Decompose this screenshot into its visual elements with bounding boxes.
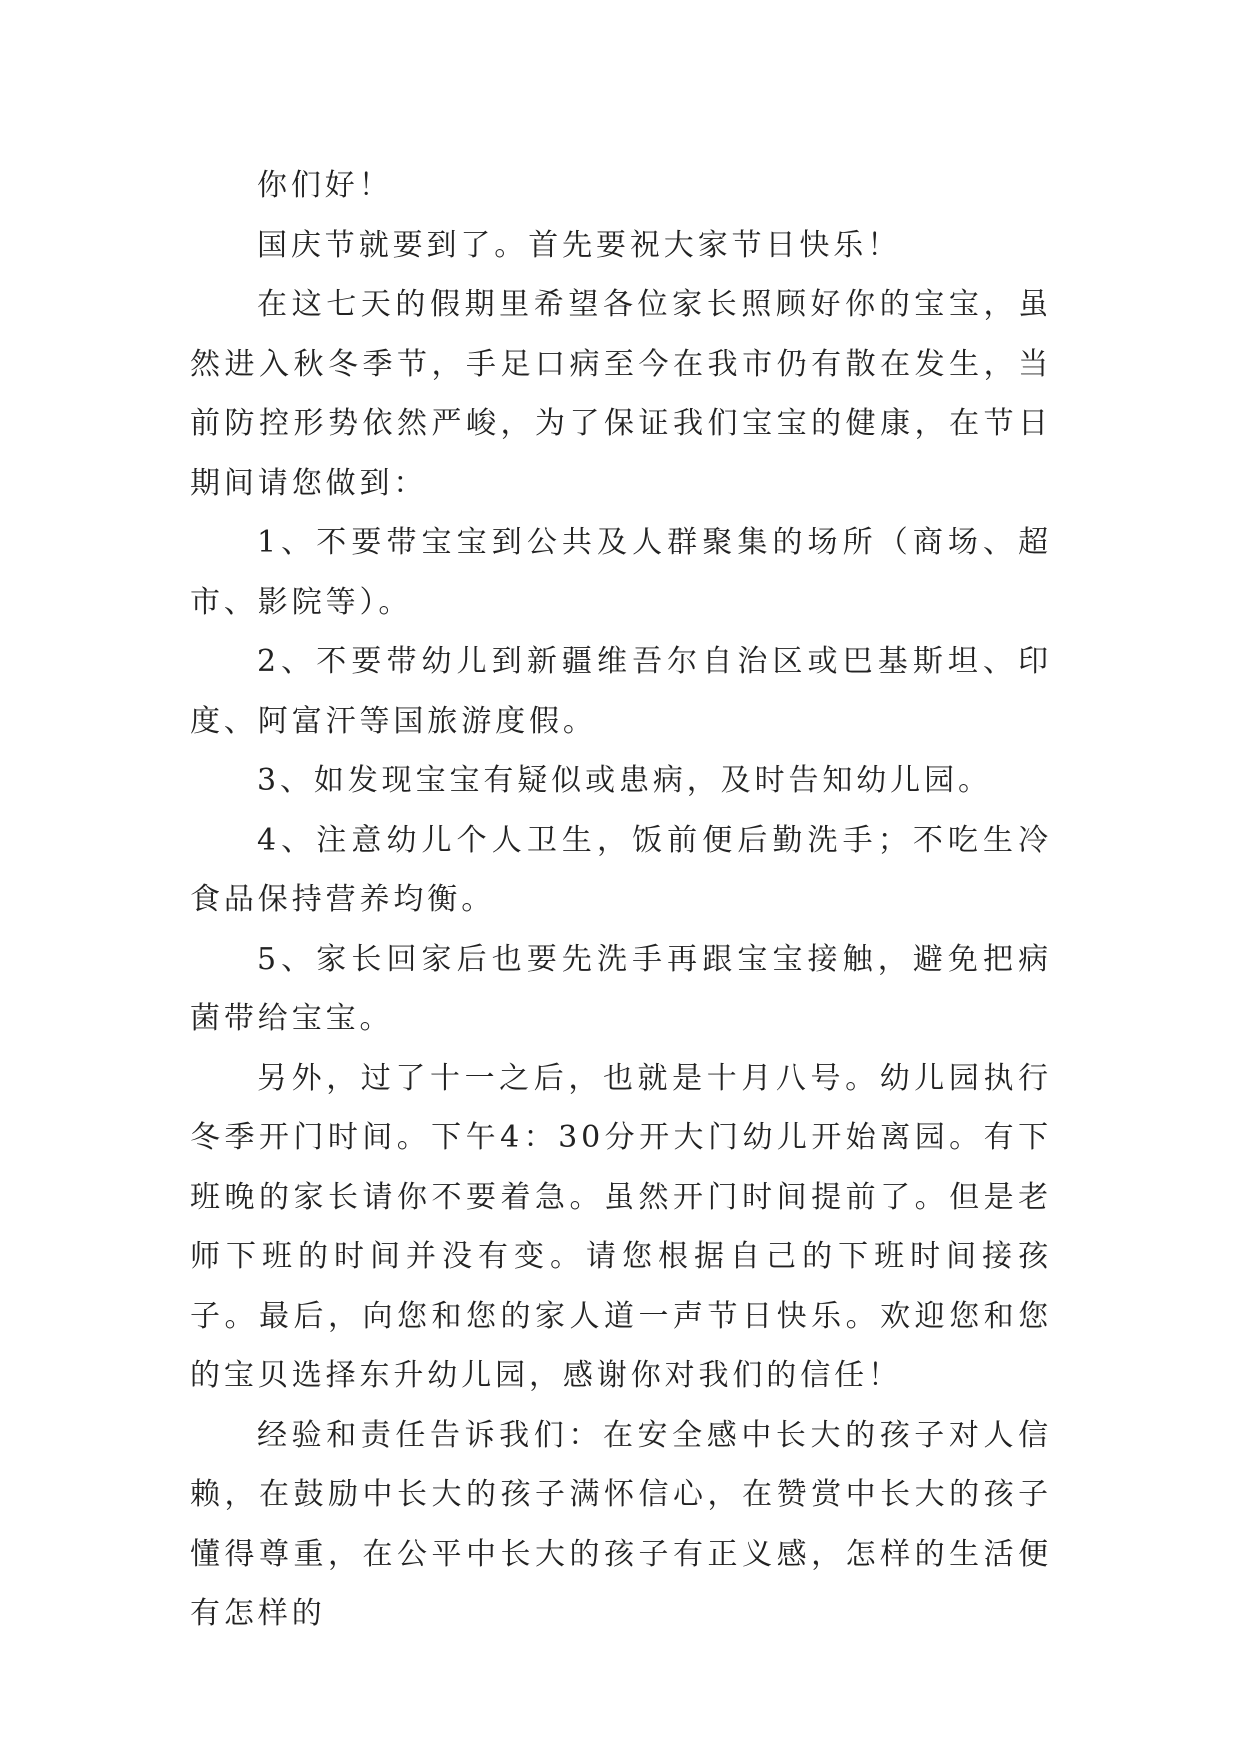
list-item-1: 1、不要带宝宝到公共及人群聚集的场所（商场、超市、影院等）。 — [190, 525, 1052, 620]
health-notice-paragraph: 在这七天的假期里希望各位家长照顾好你的宝宝，虽然进入秋冬季节，手足口病至今在我市仍有散在发生，当前防控形势依然严峻，为了保证我们宝宝的健康，在节日期间请您做到： — [190, 287, 1052, 501]
list-item-2: 2、不要带幼儿到新疆维吾尔自治区或巴基斯坦、印度、阿富汗等国旅游度假。 — [190, 644, 1052, 739]
list-item-4: 4、注意幼儿个人卫生，饭前便后勤洗手；不吃生冷食品保持营养均衡。 — [190, 822, 1052, 917]
holiday-wish-paragraph: 国庆节就要到了。首先要祝大家节日快乐！ — [257, 227, 902, 263]
document-body — [190, 156, 1052, 1644]
list-item-3: 3、如发现宝宝有疑似或患病，及时告知幼儿园。 — [257, 763, 992, 798]
closing-paragraph: 经验和责任告诉我们：在安全感中长大的孩子对人信赖，在鼓励中长大的孩子满怀信心，在赞赏中长大的孩子懂得尊重，在公平中长大的孩子有正义感，怎样的生活便有怎样的 — [190, 1417, 1052, 1631]
greeting-paragraph: 你们好！ — [257, 168, 393, 203]
schedule-paragraph: 另外，过了十一之后，也就是十月八号。幼儿园执行冬季开门时间。下午4：30分开大门幼儿开始离园。有下班晚的家长请你不要着急。虽然开门时间提前了。但是老师下班的时间并没有变。请您根据自己的下班时间接孩子。最后，向您和您的家人道一声节日快乐。欢迎您和您的宝贝选择东升幼儿园，感谢你对我们的信任！ — [190, 1060, 1052, 1393]
list-item-5: 5、家长回家后也要先洗手再跟宝宝接触，避免把病菌带给宝宝。 — [190, 941, 1052, 1036]
